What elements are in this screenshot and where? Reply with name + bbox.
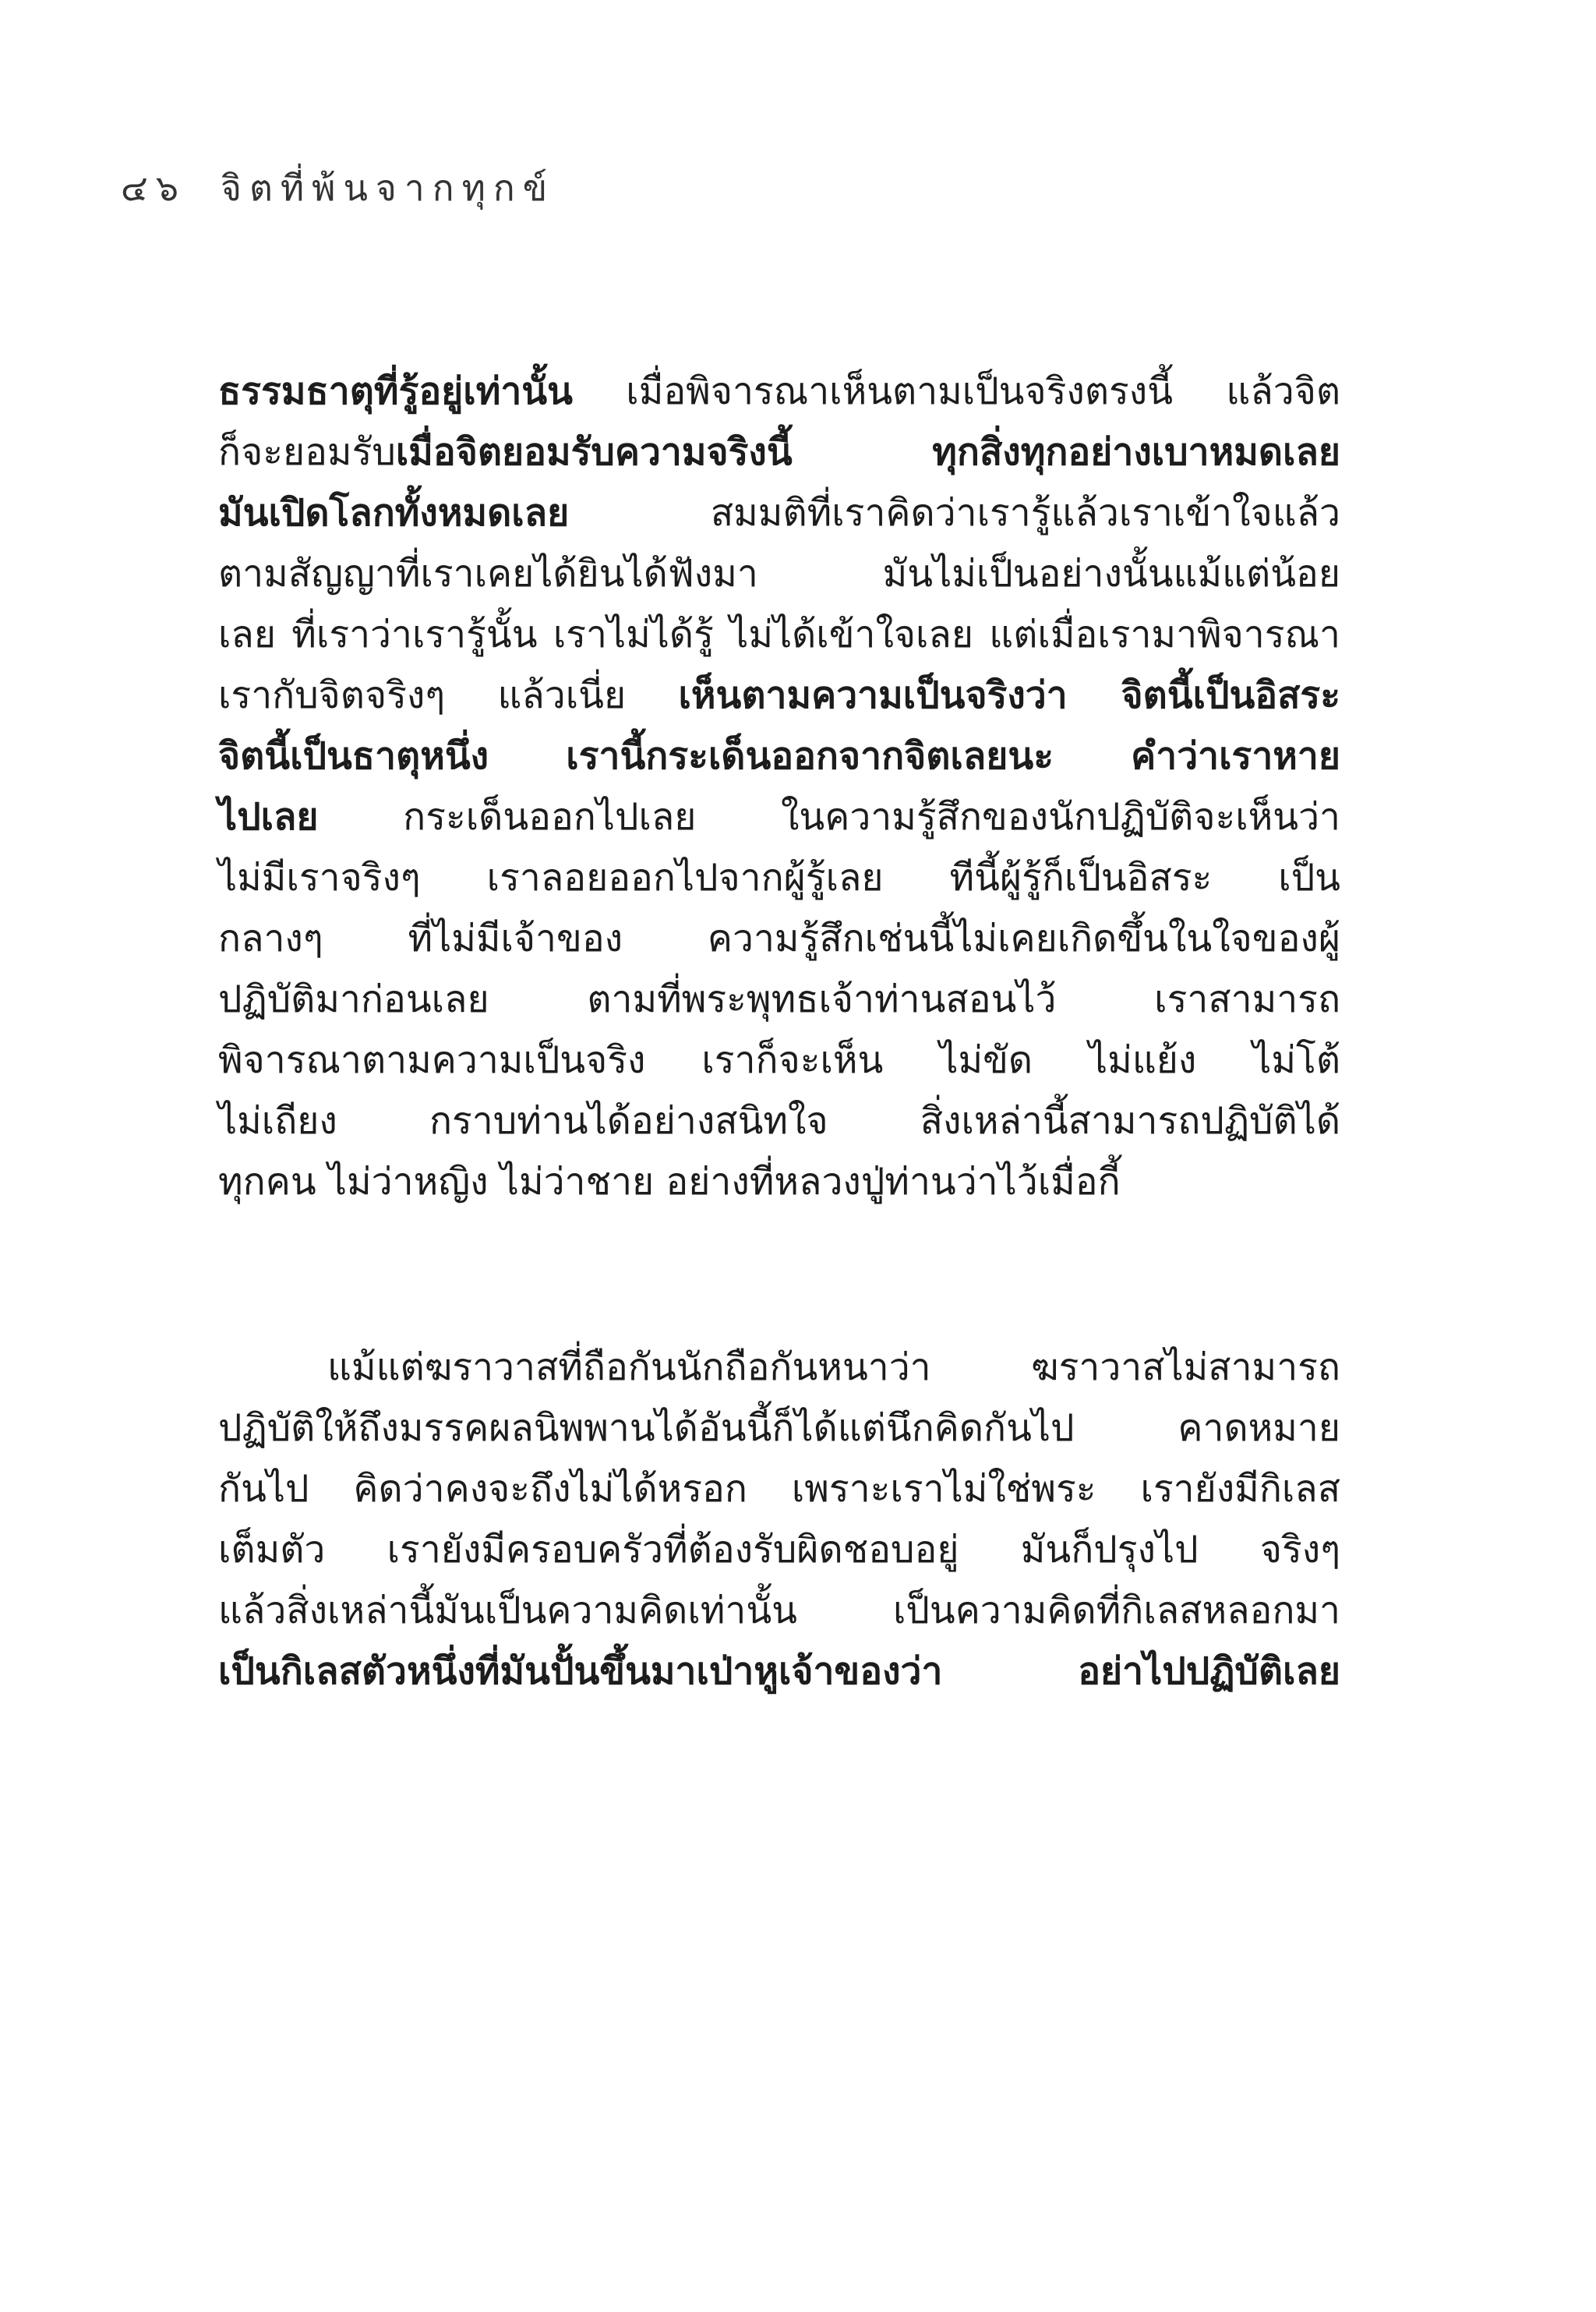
- text-line: เต็มตัว เรายังมีครอบครัวที่ต้องรับผิดชอบอยู่ มันก็ปรุงไป จริงๆ: [218, 1528, 1340, 1571]
- text-line: ไม่เถียง กราบท่านได้อย่างสนิทใจ สิ่งเหล่านี้สามารถปฏิบัติได้: [218, 1099, 1340, 1143]
- paragraph-2: [218, 1337, 1340, 1702]
- text-line: ไม่มีเราจริงๆ เราลอยออกไปจากผู้รู้เลย ทีนี้ผู้รู้ก็เป็นอิสระ เป็น: [218, 856, 1340, 900]
- text-run: เมื่อพิจารณาเห็นตามเป็นจริงตรงนี้ แล้วจิต: [572, 369, 1340, 413]
- paragraph-1: [218, 361, 1340, 1212]
- text-line: [218, 422, 1340, 483]
- text-line: [218, 361, 1340, 422]
- bold-phrase: มันเปิดโลกทั้งหมดเลย: [218, 491, 570, 535]
- text-line: กันไป คิดว่าคงจะถึงไม่ได้หรอก เพราะเราไม่ใช่พระ เรายังมีกิเลส: [218, 1467, 1340, 1511]
- text-line: [218, 787, 1340, 847]
- text-run: สมมติที่เราคิดว่าเรารู้แล้วเราเข้าใจแล้ว: [569, 491, 1340, 535]
- text-line: [218, 665, 1340, 726]
- body-text: [218, 361, 1340, 1702]
- book-title: จิตที่พ้นจากทุกข์: [221, 167, 556, 209]
- text-line: พิจารณาตามความเป็นจริง เราก็จะเห็น ไม่ขัด ไม่แย้ง ไม่โต้: [218, 1038, 1340, 1082]
- text-line: เลย ที่เราว่าเรารู้นั้น เราไม่ได้รู้ ไม่ได้เข้าใจเลย แต่เมื่อเรามาพิจารณา: [218, 613, 1340, 656]
- text-line: ปฏิบัติมาก่อนเลย ตามที่พระพุทธเจ้าท่านสอนไว้ เราสามารถ: [218, 977, 1340, 1021]
- text-run: ก็จะยอมรับ: [218, 430, 396, 474]
- text-run: เรากับจิตจริงๆ แล้วเนี่ย: [218, 673, 679, 717]
- text-line-bold: เป็นกิเลสตัวหนึ่งที่มันปั้นขึ้นมาเป่าหูเจ้าของว่า อย่าไปปฏิบัติเลย: [218, 1649, 1340, 1693]
- text-line: ปฏิบัติให้ถึงมรรคผลนิพพานได้อันนี้ก็ได้แต่นึกคิดกันไป คาดหมาย: [218, 1406, 1340, 1450]
- running-header: [121, 160, 555, 222]
- paragraph-gap: [218, 1212, 1340, 1337]
- text-line: [218, 483, 1340, 543]
- text-line: แล้วสิ่งเหล่านี้มันเป็นความคิดเท่านั้น เป็นความคิดที่กิเลสหลอกมา: [218, 1589, 1340, 1632]
- bold-phrase: ธรรมธาตุที่รู้อยู่เท่านั้น: [218, 369, 573, 413]
- bold-phrase: เมื่อจิตยอมรับความจริงนี้ ทุกสิ่งทุกอย่างเบาหมดเลย: [395, 430, 1340, 474]
- text-line: ตามสัญญาที่เราเคยได้ยินได้ฟังมา มันไม่เป็นอย่างนั้นแม้แต่น้อย: [218, 552, 1340, 596]
- page-number: ๔๖: [121, 167, 187, 209]
- bold-phrase: ไปเลย: [218, 795, 319, 839]
- bold-phrase: เห็นตามความเป็นจริงว่า จิตนี้เป็นอิสระ: [678, 673, 1340, 717]
- text-line: แม้แต่ฆราวาสที่ถือกันนักถือกันหนาว่า ฆราวาสไม่สามารถ: [327, 1345, 1340, 1389]
- text-line: ทุกคน ไม่ว่าหญิง ไม่ว่าชาย อย่างที่หลวงปู่ท่านว่าไว้เมื่อกี้: [218, 1160, 1121, 1204]
- text-line-bold: จิตนี้เป็นธาตุหนึ่ง เรานี้กระเด็นออกจากจิตเลยนะ คำว่าเราหาย: [218, 734, 1340, 778]
- text-line: กลางๆ ที่ไม่มีเจ้าของ ความรู้สึกเช่นนี้ไม่เคยเกิดขึ้นในใจของผู้: [218, 917, 1340, 960]
- text-run: กระเด็นออกไปเลย ในความรู้สึกของนักปฏิบัติจะเห็นว่า: [318, 795, 1340, 839]
